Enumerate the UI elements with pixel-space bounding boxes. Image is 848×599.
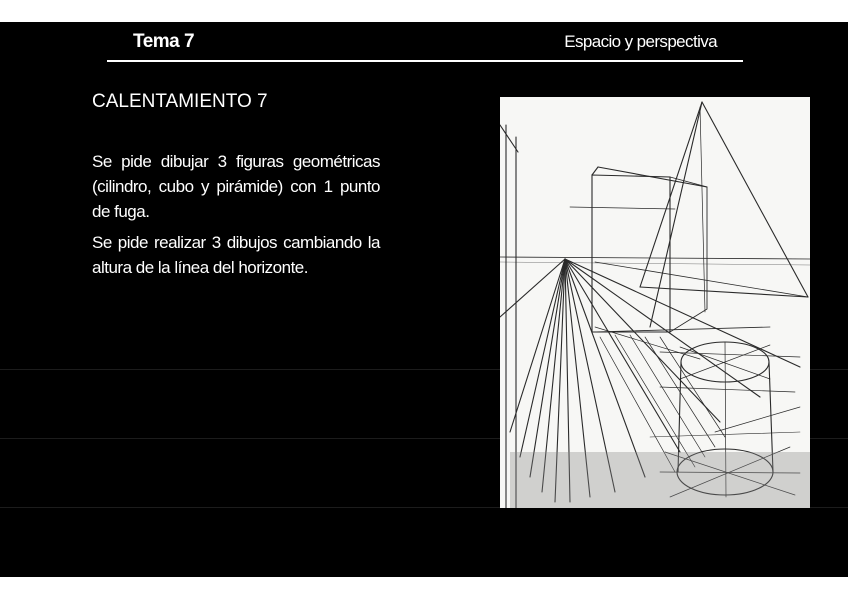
instruction-paragraph-2: Se pide realizar 3 dibujos cambiando la altura de la línea del horizonte. xyxy=(92,233,380,277)
instructions-text xyxy=(92,149,380,286)
perspective-sketch-image xyxy=(500,97,810,508)
header-rule xyxy=(107,60,743,62)
sketch-drawing xyxy=(500,97,810,508)
topic-title: Tema 7 xyxy=(133,31,195,52)
section-heading: CALENTAMIENTO 7 xyxy=(92,91,268,112)
topic-subtitle: Espacio y perspectiva xyxy=(564,32,717,51)
instruction-paragraph-1: Se pide dibujar 3 figuras geométricas (cilindro, cubo y pirámide) con 1 punto de fuga. xyxy=(92,152,380,221)
slide xyxy=(0,22,848,577)
